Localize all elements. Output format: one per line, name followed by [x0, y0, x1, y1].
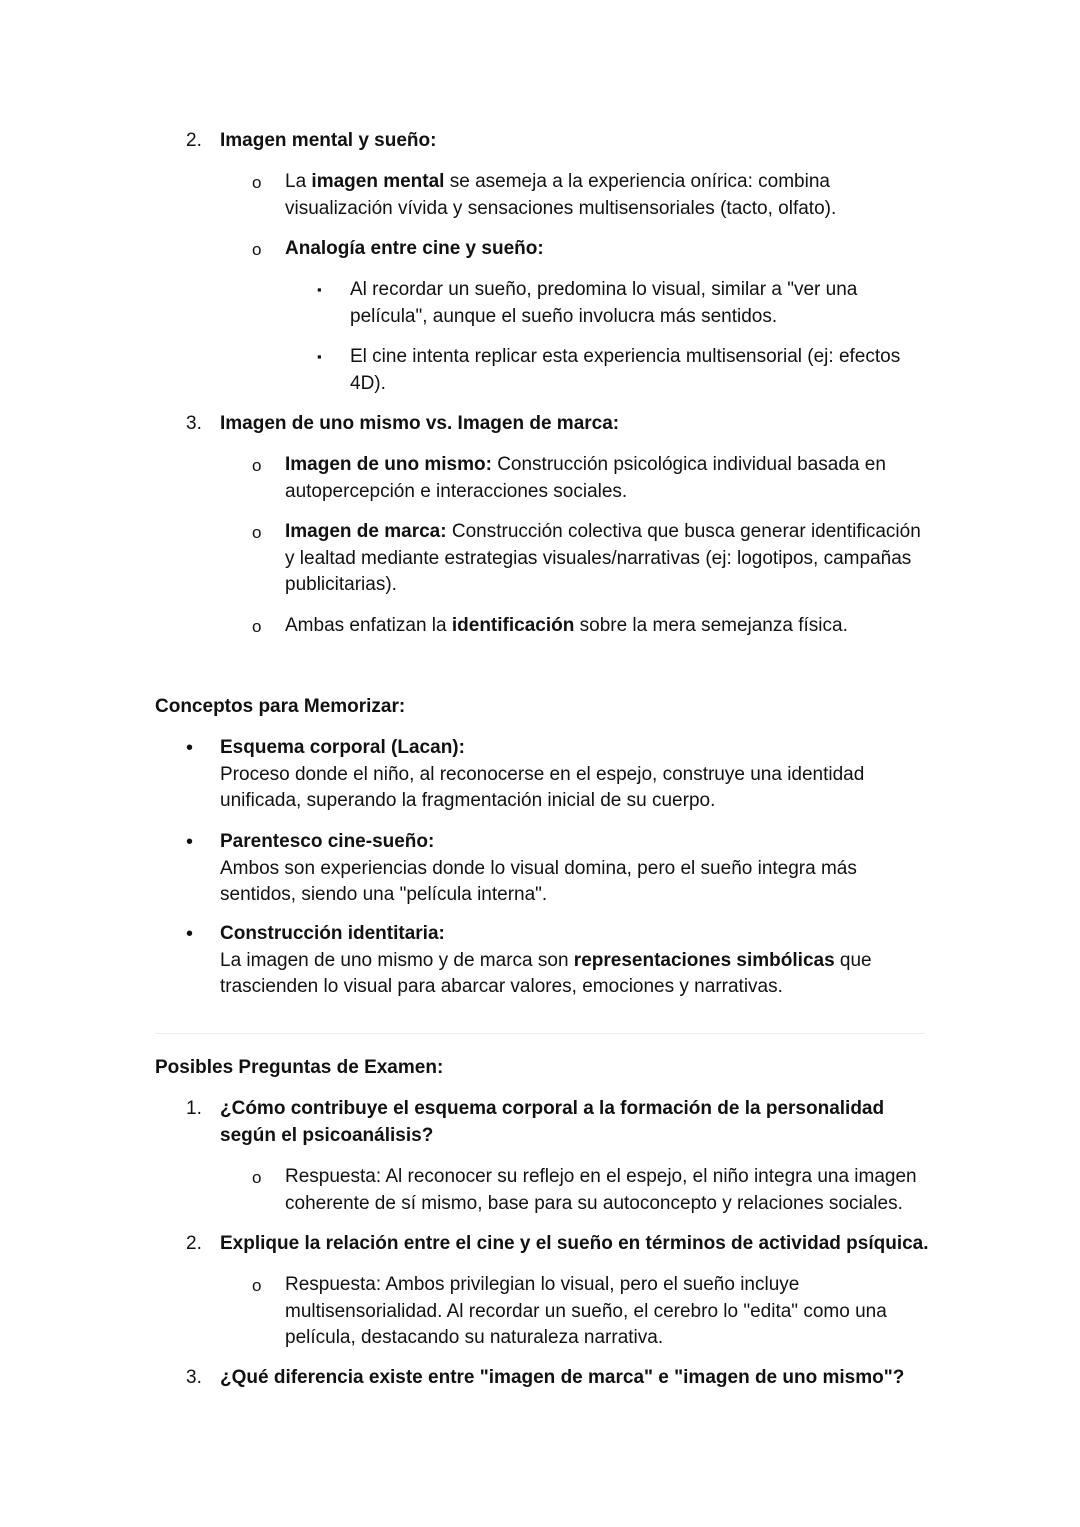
square-bullet-icon: ▪ — [317, 282, 322, 297]
list-item: Construcción identitaria: La imagen de uno mismo y de marca son representaciones simbólicas que trascienden lo visual para abarcar valores, emociones y narrativas. — [220, 923, 872, 997]
divider — [155, 1033, 925, 1034]
question-text: Explique la relación entre el cine y el sueño en términos de actividad psíquica. — [220, 1233, 929, 1254]
circle-bullet-icon: o — [252, 1276, 262, 1295]
list-number: 3. — [186, 413, 202, 434]
answer-text: Respuesta: Ambos privilegian lo visual, pero el sueño incluye multisensorialidad. Al recordar un sueño, el cerebro lo "edita" como una película, destacando su naturaleza narrativa. — [285, 1274, 887, 1348]
list-item: Al recordar un sueño, predomina lo visual, similar a "ver una película", aunque el sueño involucra más sentidos. — [350, 279, 858, 327]
question-text: ¿Qué diferencia existe entre "imagen de marca" e "imagen de uno mismo"? — [220, 1367, 905, 1388]
question-text: ¿Cómo contribuye el esquema corporal a la formación de la personalidad según el psicoanálisis? — [220, 1098, 885, 1146]
list-item: Imagen de uno mismo: Construcción psicológica individual basada en autopercepción e interacciones sociales. — [285, 454, 886, 502]
section-heading: Conceptos para Memorizar: — [155, 696, 406, 717]
circle-bullet-icon: o — [252, 240, 262, 259]
circle-bullet-icon: o — [252, 1168, 262, 1187]
dot-bullet-icon: • — [186, 831, 194, 853]
item-title: Imagen de uno mismo vs. Imagen de marca: — [220, 413, 620, 434]
list-item: El cine intenta replicar esta experiencia multisensorial (ej: efectos 4D). — [350, 346, 901, 394]
list-item: La imagen mental se asemeja a la experiencia onírica: combina visualización vívida y sensaciones multisensoriales (tacto, olfato). — [285, 171, 837, 219]
section-heading: Posibles Preguntas de Examen: — [155, 1057, 444, 1078]
circle-bullet-icon: o — [252, 523, 262, 542]
list-number: 2. — [186, 1233, 202, 1254]
list-item: Parentesco cine-sueño: Ambos son experiencias donde lo visual domina, pero el sueño integra más sentidos, siendo una "película interna". — [220, 831, 857, 905]
dot-bullet-icon: • — [186, 737, 194, 759]
circle-bullet-icon: o — [252, 173, 262, 192]
dot-bullet-icon: • — [186, 923, 194, 945]
list-item: Esquema corporal (Lacan): Proceso donde el niño, al reconocerse en el espejo, construye una identidad unificada, superando la fragmentación inicial de su cuerpo. — [220, 737, 865, 811]
square-bullet-icon: ▪ — [317, 349, 322, 364]
circle-bullet-icon: o — [252, 617, 262, 636]
list-number: 3. — [186, 1367, 202, 1388]
circle-bullet-icon: o — [252, 456, 262, 475]
list-item: Imagen de marca: Construcción colectiva que busca generar identificación y lealtad mediante estrategias visuales/narrativas (ej: logotipos, campañas publicitarias). — [285, 521, 921, 595]
list-item: Analogía entre cine y sueño: — [285, 238, 544, 259]
list-number: 1. — [186, 1098, 202, 1119]
list-item: Ambas enfatizan la identificación sobre la mera semejanza física. — [285, 615, 848, 636]
item-title: Imagen mental y sueño: — [220, 130, 437, 151]
list-number: 2. — [186, 130, 202, 151]
answer-text: Respuesta: Al reconocer su reflejo en el espejo, el niño integra una imagen coherente de sí mismo, base para su autoconcepto y relaciones sociales. — [285, 1166, 917, 1214]
